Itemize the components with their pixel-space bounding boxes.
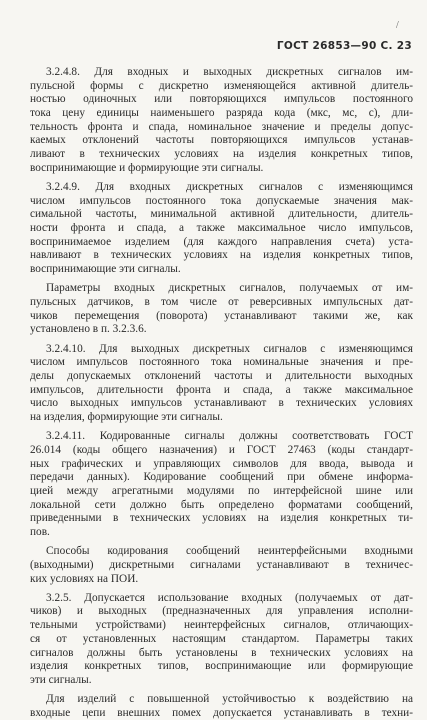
header-mark: / — [396, 20, 399, 31]
paragraph — [30, 282, 413, 337]
running-head: ГОСТ 26853—90 С. 23 — [276, 40, 412, 52]
text-line: ности фронта и спада, а также максимальное число импульсов, — [30, 222, 413, 235]
text-line: изделия конкретных типов, воспринимающие или формирующие — [30, 660, 413, 673]
text-line: 3.2.5. Допускается использование входных (получаемых от дат- — [46, 591, 413, 604]
text-line: пульсной формы с дискретно изменяющейся активной длитель- — [30, 79, 413, 92]
text-line: эти сигналы. — [30, 673, 92, 686]
text-line: каемых отклонений частоты повторяющихся импульсов устанав- — [30, 134, 413, 147]
text-line: ностью одиночных или повторяющихся импульсов постоянного — [30, 93, 413, 106]
paragraph — [30, 430, 413, 540]
text-line: ких условиях на ПОИ. — [30, 572, 139, 585]
text-line: тельность фронта и спада, номинальное значение и пределы допус- — [30, 120, 413, 133]
text-line: чиков) и выходных (предназначенных для управления исполни- — [30, 605, 413, 618]
text-line: 3.2.4.9. Для входных дискретных сигналов с изменяющимся — [46, 181, 413, 193]
text-line: делы допускаемых отклонений частоты и длительности выходных — [30, 369, 413, 382]
text-line: входные цепи внешних помех допускается устанавливать в техни- — [30, 706, 413, 719]
text-line: ных графических и управляющих символов для ввода, вывода и — [30, 457, 413, 470]
text-line: 26.014 (коды общего назначения) и ГОСТ 27463 (коды стандарт- — [30, 443, 413, 456]
paragraph — [30, 592, 413, 688]
paragraph — [30, 343, 413, 425]
text-line: Для изделий с повышенной устойчивостью к воздействию на — [46, 693, 413, 706]
text-line: число выходных импульсов устанавливают в технических условиях — [30, 397, 413, 410]
text-line: (выходными) дискретными сигналами устанавливают в техничес- — [30, 558, 413, 571]
paragraph — [30, 66, 413, 176]
text-line: воспринимаемое изделием (для каждого направления счета) уста- — [30, 235, 413, 248]
paragraph — [30, 693, 413, 720]
text-line: 3.2.4.8. Для входных и выходных дискретных сигналов им- — [46, 66, 413, 78]
text-line: числом импульсов постоянного тока номинальные значения и пре- — [30, 356, 413, 369]
body-text — [30, 66, 413, 720]
text-line: числом импульсов постоянного тока допускаемые значения мак- — [30, 194, 413, 207]
text-line: локальной сети должно быть определено форматами сообщений, — [30, 498, 413, 511]
text-line: воспринимающие эти сигналы. — [30, 263, 181, 276]
text-line: симальной частоты, минимальной активной длительности, длитель- — [30, 208, 413, 221]
text-line: тельными устройствами) неинтерфейсных сигналов, отличающих- — [30, 619, 413, 632]
text-line: импульсов, длительности фронта и спада, а также максимальное — [30, 383, 413, 396]
paragraph — [30, 545, 413, 586]
paragraph — [30, 181, 413, 277]
text-line: пульсных датчиков, в том числе от реверсивных импульсных дат- — [30, 296, 413, 308]
text-line: цией между агрегатными модулями по интерфейсной шине или — [30, 484, 413, 497]
text-line: Параметры входных дискретных сигналов, получаемых от им- — [46, 282, 413, 295]
text-line: сигналов должны быть установлены в технических условиях на — [30, 646, 413, 659]
text-line: 3.2.4.10. Для выходных дискретных сигналов с изменяющимся — [46, 342, 413, 355]
text-line: передачи данных). Кодирование сообщений при обмене информа- — [30, 471, 413, 484]
text-line: Способы кодирования сообщений неинтерфейсными входными — [46, 545, 413, 558]
text-line: тока цену единицы наименьшего разряда кода (мкс, мс, с), дли- — [30, 107, 413, 120]
text-line: навливают в технических условиях на изделия конкретных типов, — [30, 249, 413, 262]
text-line: 3.2.4.11. Кодированные сигналы должны соответствовать ГОСТ — [46, 430, 413, 443]
text-line: пов. — [30, 526, 50, 538]
text-line: ливают в технических условиях на изделия конкретных типов, — [30, 148, 413, 161]
text-line: воспринимающие и формирующие эти сигналы. — [30, 161, 264, 174]
text-line: чиков перемещения (поворота) устанавливают такими же, как — [30, 309, 413, 322]
text-line: ся от установленных настоящим стандартом. Параметры таких — [30, 632, 413, 645]
text-line: приведенными в технических условиях на изделия конкретных ти- — [30, 512, 413, 525]
text-line: установлено в п. 3.2.3.6. — [30, 323, 147, 336]
text-line: на изделия, формирующие эти сигналы. — [30, 411, 223, 423]
